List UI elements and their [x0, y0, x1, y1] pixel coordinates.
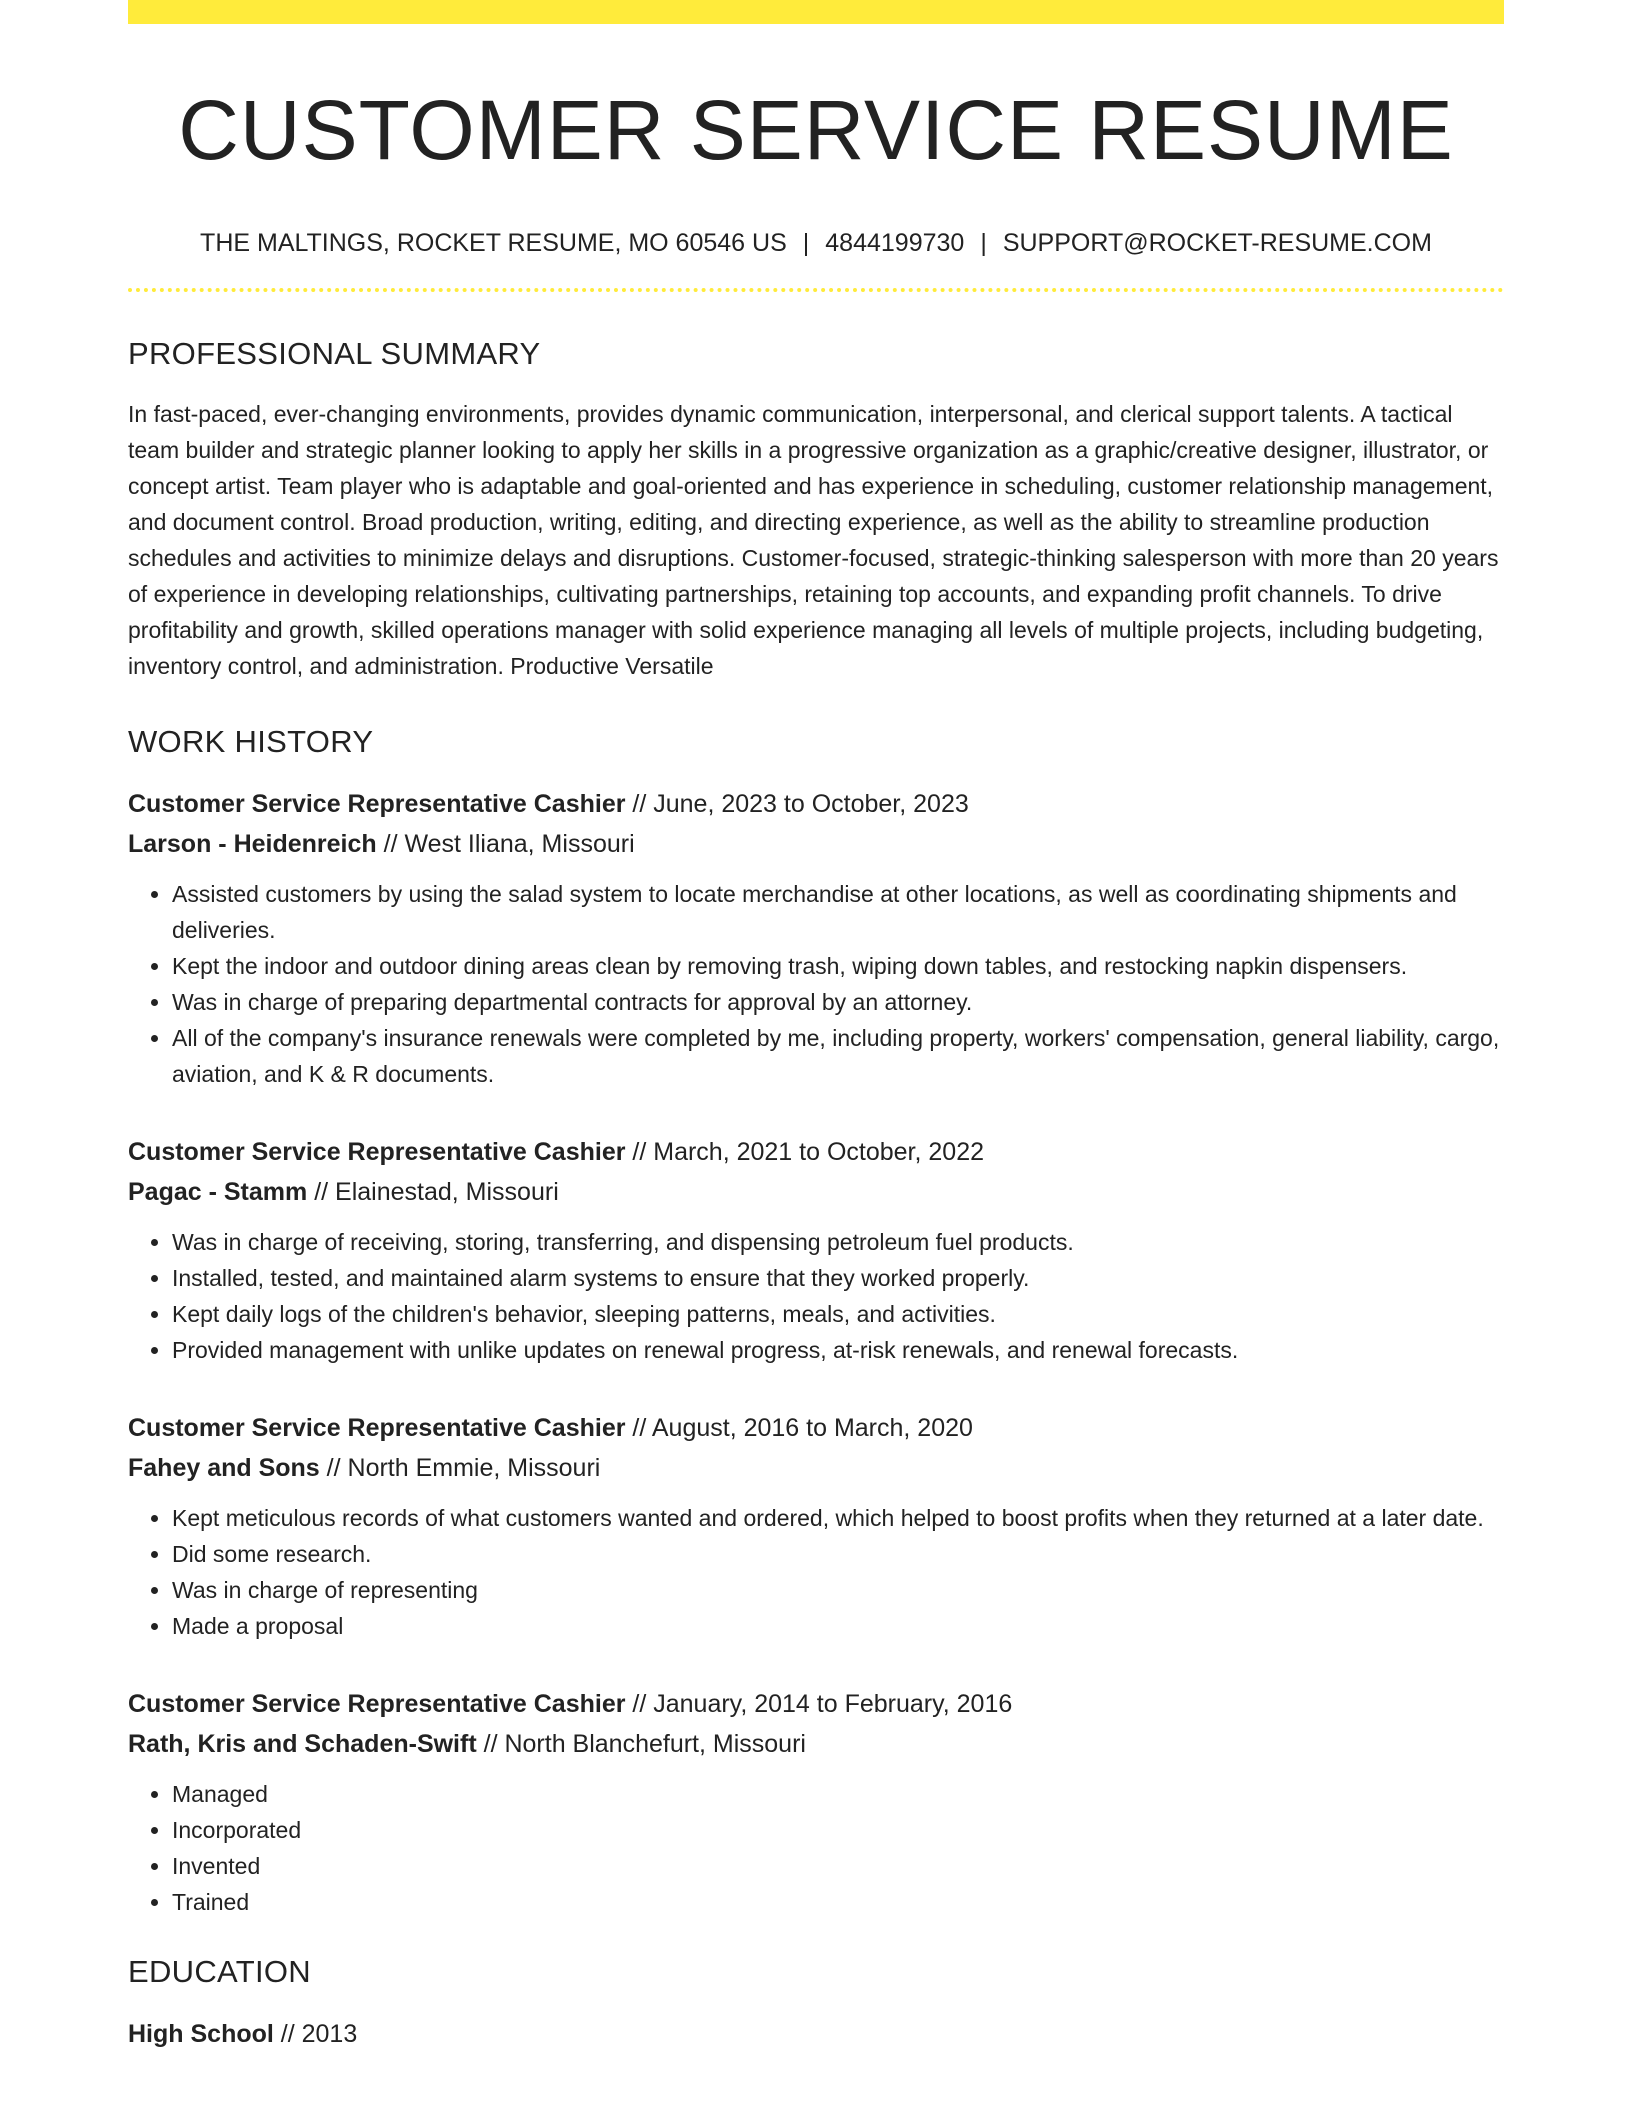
- list-item: • Kept daily logs of the children's behavior, sleeping patterns, meals, and activities.: [172, 1296, 1504, 1332]
- list-item: • Managed: [172, 1776, 1504, 1812]
- dotted-divider: [128, 288, 1504, 292]
- contact-separator: |: [980, 229, 987, 257]
- job-position: Customer Service Representative Cashier: [128, 790, 626, 818]
- job-location: // North Emmie, Missouri: [326, 1454, 601, 1482]
- job-dates: // March, 2021 to October, 2022: [632, 1138, 985, 1166]
- job-location: // Elainestad, Missouri: [314, 1178, 559, 1206]
- list-item: • Was in charge of preparing departmental contracts for approval by an attorney.: [172, 984, 1504, 1020]
- work-history-heading: WORK HISTORY: [128, 724, 374, 759]
- list-item: • Made a proposal: [172, 1608, 1504, 1644]
- job-bullets: [128, 1500, 1504, 1644]
- list-item: • Assisted customers by using the salad system to locate merchandise at other locations, as well as coordinating shipments and deliveries.: [172, 876, 1504, 948]
- summary-text: In fast-paced, ever-changing environments, provides dynamic communication, interpersonal, and clerical support talents. A tactical team builder and strategic planner looking to apply her skills in a progressive organization as a graphic/creative designer, illustrator, or concept artist. Team player who is adaptable and goal-oriented and has experience in scheduling, customer relationship management, and document control. Broad production, writing, editing, and directing experience, as well as the ability to streamline production schedules and activities to minimize delays and disruptions. Customer-focused, strategic-thinking salesperson with more than 20 years of experience in developing relationships, cultivating partnerships, retaining top accounts, and expanding profit channels. To drive profitability and growth, skilled operations manager with solid experience managing all levels of multiple projects, including budgeting, inventory control, and administration. Productive Versatile: [128, 401, 1499, 679]
- job-company-line: [128, 1448, 1504, 1488]
- education-entry: [128, 2014, 1504, 2054]
- job-title-line: [128, 1684, 1504, 1724]
- list-item: • Did some research.: [172, 1536, 1504, 1572]
- job-title-line: [128, 1132, 1504, 1172]
- contact-phone: 4844199730: [825, 229, 965, 257]
- education-heading: EDUCATION: [128, 1954, 311, 1989]
- job-location: // North Blanchefurt, Missouri: [483, 1730, 806, 1758]
- job-company: Rath, Kris and Schaden-Swift: [128, 1730, 477, 1758]
- job-bullets: [128, 1224, 1504, 1368]
- contact-separator: |: [802, 229, 810, 257]
- summary-heading: PROFESSIONAL SUMMARY: [128, 336, 541, 371]
- job-entry: [128, 784, 1504, 1092]
- list-item: • Was in charge of receiving, storing, transferring, and dispensing petroleum fuel products.: [172, 1224, 1504, 1260]
- job-company-line: [128, 1172, 1504, 1212]
- job-bullets: [128, 1776, 1504, 1920]
- job-company: Larson - Heidenreich: [128, 830, 377, 858]
- list-item: • Invented: [172, 1848, 1504, 1884]
- job-dates: // August, 2016 to March, 2020: [632, 1414, 973, 1442]
- contact-address: THE MALTINGS, ROCKET RESUME, MO 60546 US: [200, 229, 787, 257]
- list-item: • Kept the indoor and outdoor dining areas clean by removing trash, wiping down tables, and restocking napkin dispensers.: [172, 948, 1504, 984]
- list-item: • All of the company's insurance renewals were completed by me, including property, workers' compensation, general liability, cargo, aviation, and K & R documents.: [172, 1020, 1504, 1092]
- job-dates: // January, 2014 to February, 2016: [632, 1690, 1013, 1718]
- list-item: • Trained: [172, 1884, 1504, 1920]
- job-company-line: [128, 824, 1504, 864]
- list-item: • Was in charge of representing: [172, 1572, 1504, 1608]
- job-company: Pagac - Stamm: [128, 1178, 308, 1206]
- list-item: • Installed, tested, and maintained alarm systems to ensure that they worked properly.: [172, 1260, 1504, 1296]
- job-company-line: [128, 1724, 1504, 1764]
- list-item: • Incorporated: [172, 1812, 1504, 1848]
- job-company: Fahey and Sons: [128, 1454, 320, 1482]
- job-dates: // June, 2023 to October, 2023: [632, 790, 969, 818]
- job-entry: [128, 1408, 1504, 1644]
- resume-page: [128, 0, 1504, 2054]
- job-title-line: [128, 784, 1504, 824]
- job-position: Customer Service Representative Cashier: [128, 1690, 626, 1718]
- list-item: • Provided management with unlike updates on renewal progress, at-risk renewals, and renewal forecasts.: [172, 1332, 1504, 1368]
- list-item: • Kept meticulous records of what customers wanted and ordered, which helped to boost profits when they returned at a later date.: [172, 1500, 1504, 1536]
- job-title-line: [128, 1408, 1504, 1448]
- job-position: Customer Service Representative Cashier: [128, 1414, 626, 1442]
- accent-top-bar: [128, 0, 1504, 24]
- job-position: Customer Service Representative Cashier: [128, 1138, 626, 1166]
- education-degree: High School: [128, 2020, 274, 2048]
- contact-line: [128, 228, 1504, 258]
- job-entry: [128, 1684, 1504, 1920]
- resume-title: CUSTOMER SERVICE RESUME: [178, 83, 1454, 177]
- job-bullets: [128, 876, 1504, 1092]
- contact-email: SUPPORT@ROCKET-RESUME.COM: [1002, 229, 1432, 257]
- education-year: // 2013: [280, 2020, 358, 2048]
- job-location: // West Iliana, Missouri: [383, 830, 635, 858]
- job-entry: [128, 1132, 1504, 1368]
